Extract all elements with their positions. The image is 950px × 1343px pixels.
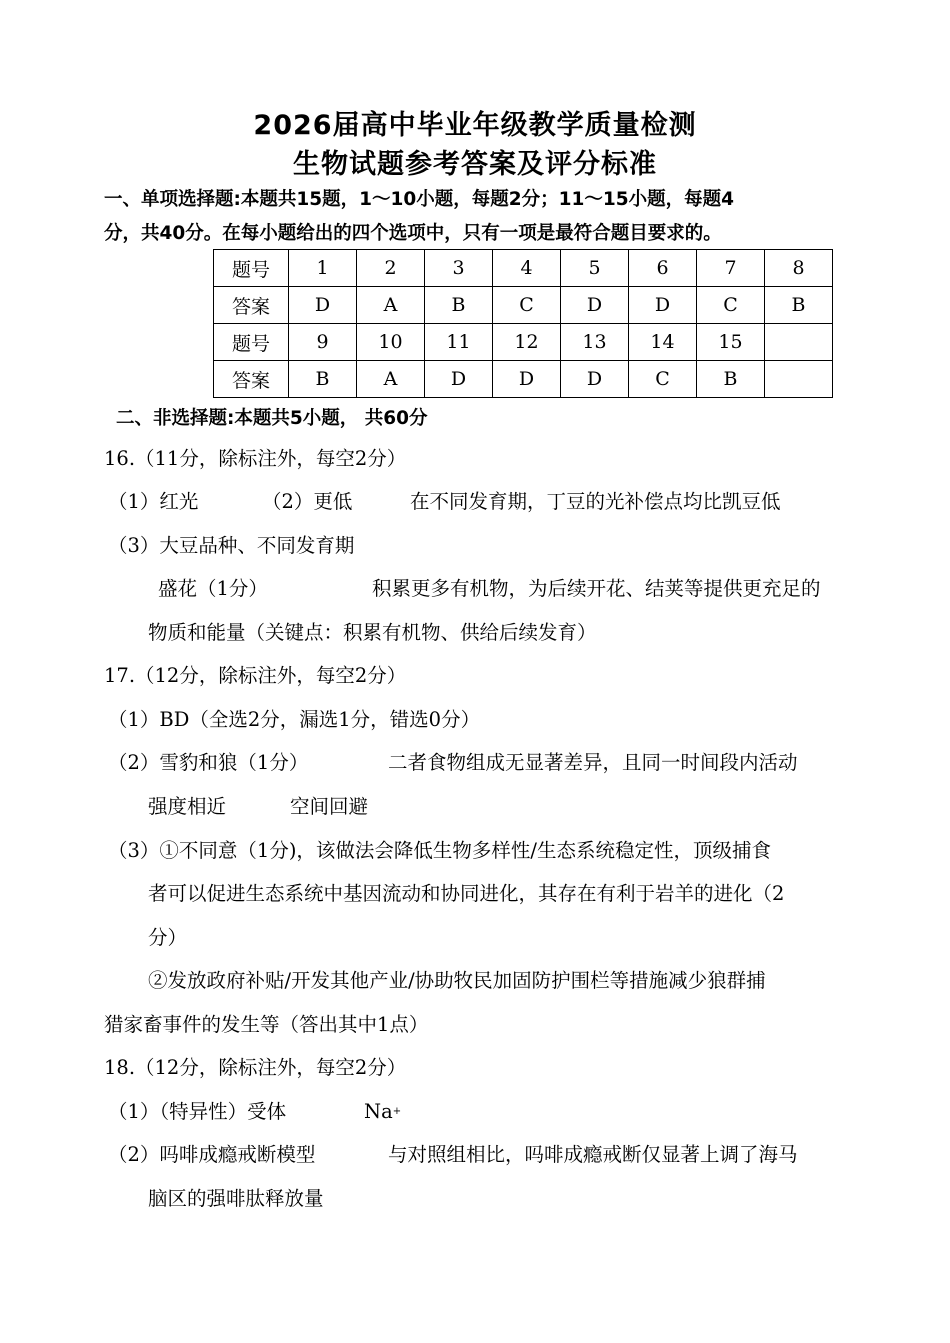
table-cell: 12: [493, 324, 561, 361]
row-header-cell: 题号: [214, 250, 289, 287]
document-title: 2026届高中毕业年级教学质量检测: [253, 110, 697, 141]
table-cell: B: [765, 287, 833, 324]
section-2-heading: 二、非选择题:本题共5小题， 共60分: [116, 408, 428, 429]
q17-part3-line2: 者可以促进生态系统中基因流动和协同进化，其存在有利于岩羊的进化（2: [148, 882, 785, 905]
table-cell: 13: [561, 324, 629, 361]
q17-part3-line5: 猎家畜事件的发生等（答出其中1点）: [104, 1013, 429, 1036]
q16-header: 16.（11分，除标注外，每空2分）: [104, 447, 407, 470]
table-row: [214, 287, 833, 324]
table-cell: B: [425, 287, 493, 324]
row-header-cell: 题号: [214, 324, 289, 361]
table-cell: A: [357, 361, 425, 398]
table-cell: B: [697, 361, 765, 398]
table-cell: 3: [425, 250, 493, 287]
table-cell: D: [425, 361, 493, 398]
table-cell: C: [493, 287, 561, 324]
table-cell: 15: [697, 324, 765, 361]
q16-part3-answer-c: 物质和能量（关键点：积累有机物、供给后续发育）: [148, 621, 597, 644]
q17-part2-answer-b: 空间回避: [290, 795, 369, 818]
table-cell: 1: [289, 250, 357, 287]
q16-part2: （2）更低: [262, 490, 353, 513]
table-cell: D: [561, 361, 629, 398]
row-header-cell: 答案: [214, 287, 289, 324]
q16-part1: （1）红光: [108, 490, 199, 513]
table-row: [214, 361, 833, 398]
table-cell: 9: [289, 324, 357, 361]
table-cell: D: [289, 287, 357, 324]
q17-part3-line1: （3）①不同意（1分)，该做法会降低生物多样性/生态系统稳定性，顶级捕食: [108, 839, 771, 862]
table-cell: D: [561, 287, 629, 324]
q18-part1-answer: [364, 1099, 401, 1125]
table-cell: B: [289, 361, 357, 398]
q18-header: 18.（12分，除标注外，每空2分）: [104, 1056, 407, 1079]
table-row: [214, 250, 833, 287]
table-cell: 10: [357, 324, 425, 361]
q16-part2-answer: 在不同发育期，丁豆的光补偿点均比凯豆低: [410, 490, 781, 513]
table-cell: 14: [629, 324, 697, 361]
table-cell: C: [697, 287, 765, 324]
table-cell: 5: [561, 250, 629, 287]
q17-part2: （2）雪豹和狼（1分）: [108, 751, 309, 774]
table-cell: 4: [493, 250, 561, 287]
table-cell: D: [629, 287, 697, 324]
q16-part3-answer-b: 积累更多有机物，为后续开花、结荚等提供更充足的: [372, 577, 821, 600]
q18-part2: （2）吗啡成瘾戒断模型: [108, 1143, 316, 1166]
table-cell: [765, 361, 833, 398]
q17-part3-line3: 分）: [148, 926, 188, 949]
q18-part2-answer: 与对照组相比，吗啡成瘾戒断仅显著上调了海马: [388, 1143, 798, 1166]
row-header-cell: 答案: [214, 361, 289, 398]
q18-part2-answer-cont: 脑区的强啡肽释放量: [148, 1187, 324, 1210]
table-cell: [765, 324, 833, 361]
table-cell: 8: [765, 250, 833, 287]
section-1-line-1: 一、单项选择题:本题共15题，1～10小题，每题2分；11～15小题，每题4: [104, 189, 734, 210]
q17-header: 17.（12分，除标注外，每空2分）: [104, 664, 407, 687]
q16-part3: （3）大豆品种、不同发育期: [108, 534, 355, 557]
table-row: [214, 324, 833, 361]
table-cell: C: [629, 361, 697, 398]
q17-part2-answer: 二者食物组成无显著差异，且同一时间段内活动: [388, 751, 798, 774]
charge-superscript: +: [392, 1106, 402, 1117]
table-cell: 7: [697, 250, 765, 287]
table-cell: 11: [425, 324, 493, 361]
q17-part3-line4: ②发放政府补贴/开发其他产业/协助牧民加固防护围栏等措施减少狼群捕: [148, 969, 766, 992]
q17-part1: （1）BD（全选2分，漏选1分，错选0分）: [108, 708, 481, 731]
q16-part3-answer-a: 盛花（1分）: [158, 577, 268, 600]
table-cell: 2: [357, 250, 425, 287]
section-1-instructions: [104, 183, 854, 251]
q18-part1: （1）（特异性）受体: [108, 1100, 287, 1123]
table-cell: 6: [629, 250, 697, 287]
answer-table: [213, 249, 833, 398]
q17-part2-answer-cont: 强度相近: [148, 795, 227, 818]
section-1-line-2: 分，共40分。在每小题给出的四个选项中，只有一项是最符合题目要求的。: [104, 223, 722, 244]
table-cell: D: [493, 361, 561, 398]
sodium-ion-symbol: Na: [364, 1100, 393, 1123]
document-subtitle: 生物试题参考答案及评分标准: [293, 149, 657, 180]
table-cell: A: [357, 287, 425, 324]
